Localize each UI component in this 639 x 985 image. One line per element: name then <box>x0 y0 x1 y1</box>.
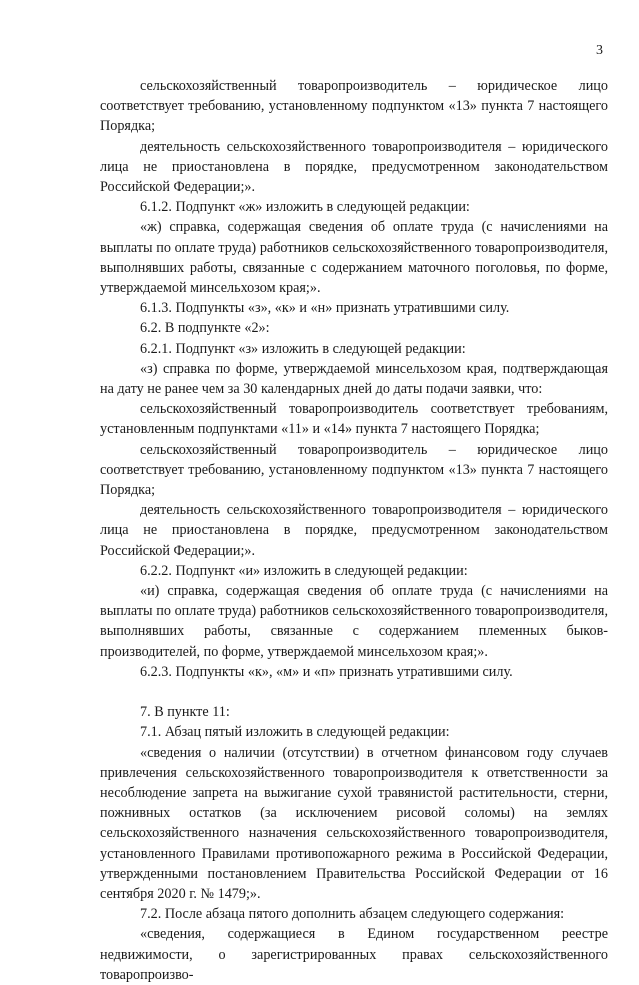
paragraph: 7.1. Абзац пятый изложить в следующей редакции: <box>140 724 450 741</box>
paragraph: 6.2.3. Подпункты «к», «м» и «п» признать утратившими силу. <box>140 663 513 680</box>
paragraph: «ж) справка, содержащая сведения об оплате труда (с начислениями на выплаты по оплате труда) работников сельскохозяйственного товаропроизводителя, выполнявших работы, связанные с содержанием маточного поголовья, по форме, утверждаемой минсельхозом края;». <box>100 219 608 297</box>
page-number: 3 <box>596 43 603 58</box>
paragraph: сельскохозяйственный товаропроизводитель – юридическое лицо соответствует требованию, установленному подпунктом «13» пункта 7 настоящего Порядка; <box>100 441 608 499</box>
paragraph: 7. В пункте 11: <box>140 704 230 721</box>
paragraph: деятельность сельскохозяйственного товаропроизводителя – юридического лица не приостановлена в порядке, предусмотренном законодательством Российской Федерации;». <box>100 502 608 559</box>
paragraph: сельскохозяйственный товаропроизводитель соответствует требованиям, установленным подпунктами «11» и «14» пункта 7 настоящего Порядка; <box>100 401 608 438</box>
paragraph: «и) справка, содержащая сведения об оплате труда (с начислениями на выплаты по оплате труда) работников сельскохозяйственного товаропроизводителя, выполнявших работы, связанные с содержанием племенных быков-производителей, по форме, утверждаемой минсельхозом края;». <box>100 583 608 660</box>
paragraph: «сведения о наличии (отсутствии) в отчетном финансовом году случаев привлечения сельскохозяйственного товаропроизводителя к ответственности за несоблюдение запрета на выжигание сухой травянистой растительности, стерни, пожнивных остатков (за исключением рисовой соломы) на землях сельскохозяйственного назначения сельскохозяйственного товаропроизводителя, установленного Правилами противопожарного режима в Российской Федерации, утвержденными постановлением Правительства Российской Федерации от 16 сентября 2020 г. № 1479;». <box>100 744 608 902</box>
paragraph: 6.1.3. Подпункты «з», «к» и «н» признать утратившими силу. <box>140 300 510 317</box>
paragraph: деятельность сельскохозяйственного товаропроизводителя – юридического лица не приостановлена в порядке, предусмотренном законодательством Российской Федерации;». <box>100 138 608 196</box>
paragraph: 6.2.2. Подпункт «и» изложить в следующей редакции: <box>140 562 468 579</box>
section-gap <box>100 682 608 702</box>
paragraph: «сведения, содержащиеся в Едином государственном реестре недвижимости, о зарегистрированных правах сельскохозяйственного товаропроизво- <box>100 926 608 983</box>
document-body <box>100 76 608 985</box>
paragraph: 6.2.1. Подпункт «з» изложить в следующей редакции: <box>140 340 466 357</box>
paragraph: «з) справка по форме, утверждаемой минсельхозом края, подтверждающая на дату не ранее чем за 30 календарных дней до даты подачи заявки, что: <box>100 360 608 398</box>
paragraph: 7.2. После абзаца пятого дополнить абзацем следующего содержания: <box>140 906 565 923</box>
paragraph: сельскохозяйственный товаропроизводитель – юридическое лицо соответствует требованию, установленному подпунктом «13» пункта 7 настоящего Порядка; <box>100 78 608 135</box>
paragraph: 6.1.2. Подпункт «ж» изложить в следующей редакции: <box>140 199 470 216</box>
paragraph: 6.2. В подпункте «2»: <box>140 320 270 337</box>
